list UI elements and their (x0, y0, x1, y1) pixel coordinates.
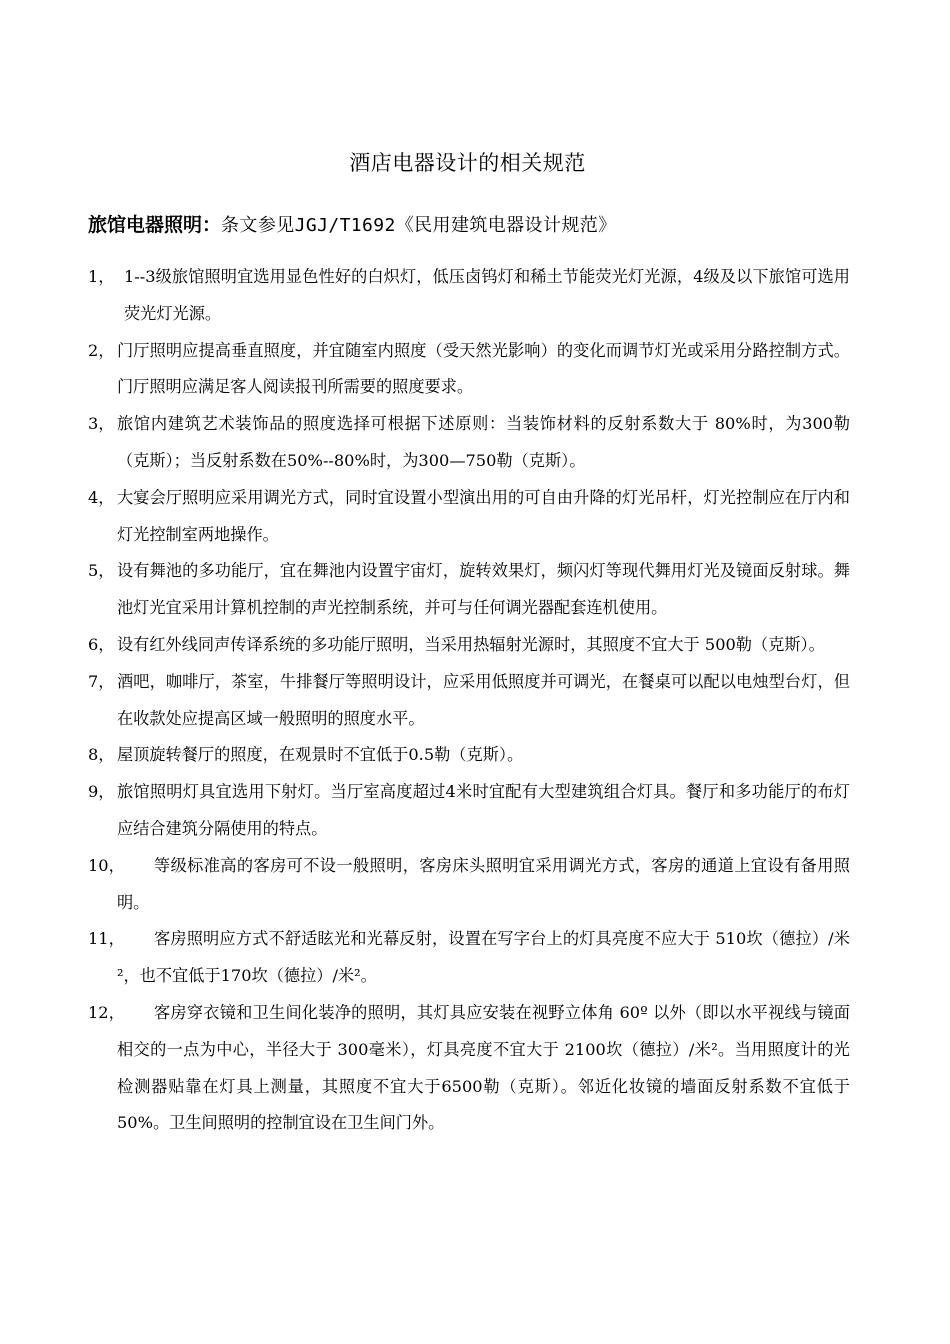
list-item (88, 848, 850, 922)
item-number: 9， (88, 782, 115, 802)
list-item (88, 480, 850, 554)
item-number: 1， (88, 267, 115, 286)
item-number: 4， (88, 487, 115, 507)
item-number: 11， (88, 929, 125, 949)
item-number: 2， (88, 340, 115, 360)
item-number: 10， (88, 855, 125, 875)
section-heading-reference: 条文参见JGJ/T1692《民用建筑电器设计规范》 (221, 215, 617, 236)
document-title: 酒店电器设计的相关规范 (349, 151, 586, 175)
item-text: 大宴会厅照明应采用调光方式，同时宜设置小型演出用的可自由升降的灯光吊杆，灯光控制应在厅内和灯光控制室两地操作。 (117, 487, 850, 544)
item-text: 门厅照明应提高垂直照度，并宜随室内照度（受天然光影响）的变化而调节灯光或采用分路控制方式。门厅照明应满足客人阅读报刊所需要的照度要求。 (117, 340, 850, 397)
list-item (88, 737, 850, 774)
item-number: 6， (88, 634, 115, 654)
list-item (88, 627, 850, 664)
list-item (88, 921, 850, 995)
item-number: 8， (88, 745, 115, 765)
list-item (88, 333, 850, 407)
item-text: 屋顶旋转餐厅的照度，在观景时不宜低于0.5勒（克斯）。 (117, 745, 524, 765)
clause-list (88, 259, 850, 1142)
item-number: 7， (88, 671, 115, 691)
list-item (88, 774, 850, 848)
item-text: 1--3级旅馆照明宜选用显色性好的白炽灯，低压卤钨灯和稀土节能荧光灯光源，4级及以下旅馆可选用荧光灯光源。 (124, 267, 850, 323)
item-text: 设有舞池的多功能厅，宜在舞池内设置宇宙灯，旋转效果灯，频闪灯等现代舞用灯光及镜面反射球。舞池灯光宜采用计算机控制的声光控制系统，并可与任何调光器配套连机使用。 (117, 561, 850, 618)
item-text: 客房照明应方式不舒适眩光和光幕反射，设置在写字台上的灯具亮度不应大于 510坎（德拉）/米²，也不宜低于170坎（德拉）/米²。 (117, 929, 850, 986)
item-text: 等级标准高的客房可不设一般照明，客房床头照明宜采用调光方式，客房的通道上宜设有备用照明。 (117, 855, 850, 912)
section-heading-label: 旅馆电器照明： (88, 214, 222, 236)
list-item (88, 664, 850, 738)
item-text: 旅馆内建筑艺术装饰品的照度选择可根据下述原则：当装饰材料的反射系数大于 80%时，为300勒（克斯）；当反射系数在50%--80%时，为300—750勒（克斯）。 (117, 414, 850, 470)
item-number: 12， (88, 1002, 125, 1022)
item-text: 酒吧，咖啡厅，茶室，牛排餐厅等照明设计，应采用低照度并可调光，在餐桌可以配以电烛型台灯，但在收款处应提高区域一般照明的照度水平。 (117, 671, 850, 728)
item-text: 设有红外线同声传译系统的多功能厅照明，当采用热辐射光源时，其照度不宜大于 500勒（克斯）。 (117, 634, 825, 654)
item-text: 客房穿衣镜和卫生间化装净的照明，其灯具应安装在视野立体角 60º 以外（即以水平视线与镜面相交的一点为中心，半径大于 300毫米），灯具亮度不宜大于 2100坎（德拉）/米²。当用照度计的光检测器贴靠在灯具上测量，其照度不宜大于6500勒（克斯）。邻近化妆镜的墙面反射系数不宜低于50%。卫生间照明的控制宜设在卫生间门外。 (117, 1002, 850, 1133)
item-text: 旅馆照明灯具宜选用下射灯。当厅室高度超过4米时宜配有大型建筑组合灯具。餐厅和多功能厅的布灯应结合建筑分隔使用的特点。 (117, 782, 850, 838)
list-item (88, 406, 850, 480)
item-number: 3， (88, 414, 115, 434)
list-item (88, 259, 850, 333)
item-number: 5， (88, 561, 115, 581)
section-heading (88, 211, 868, 240)
list-item (88, 553, 850, 627)
list-item (88, 995, 850, 1142)
